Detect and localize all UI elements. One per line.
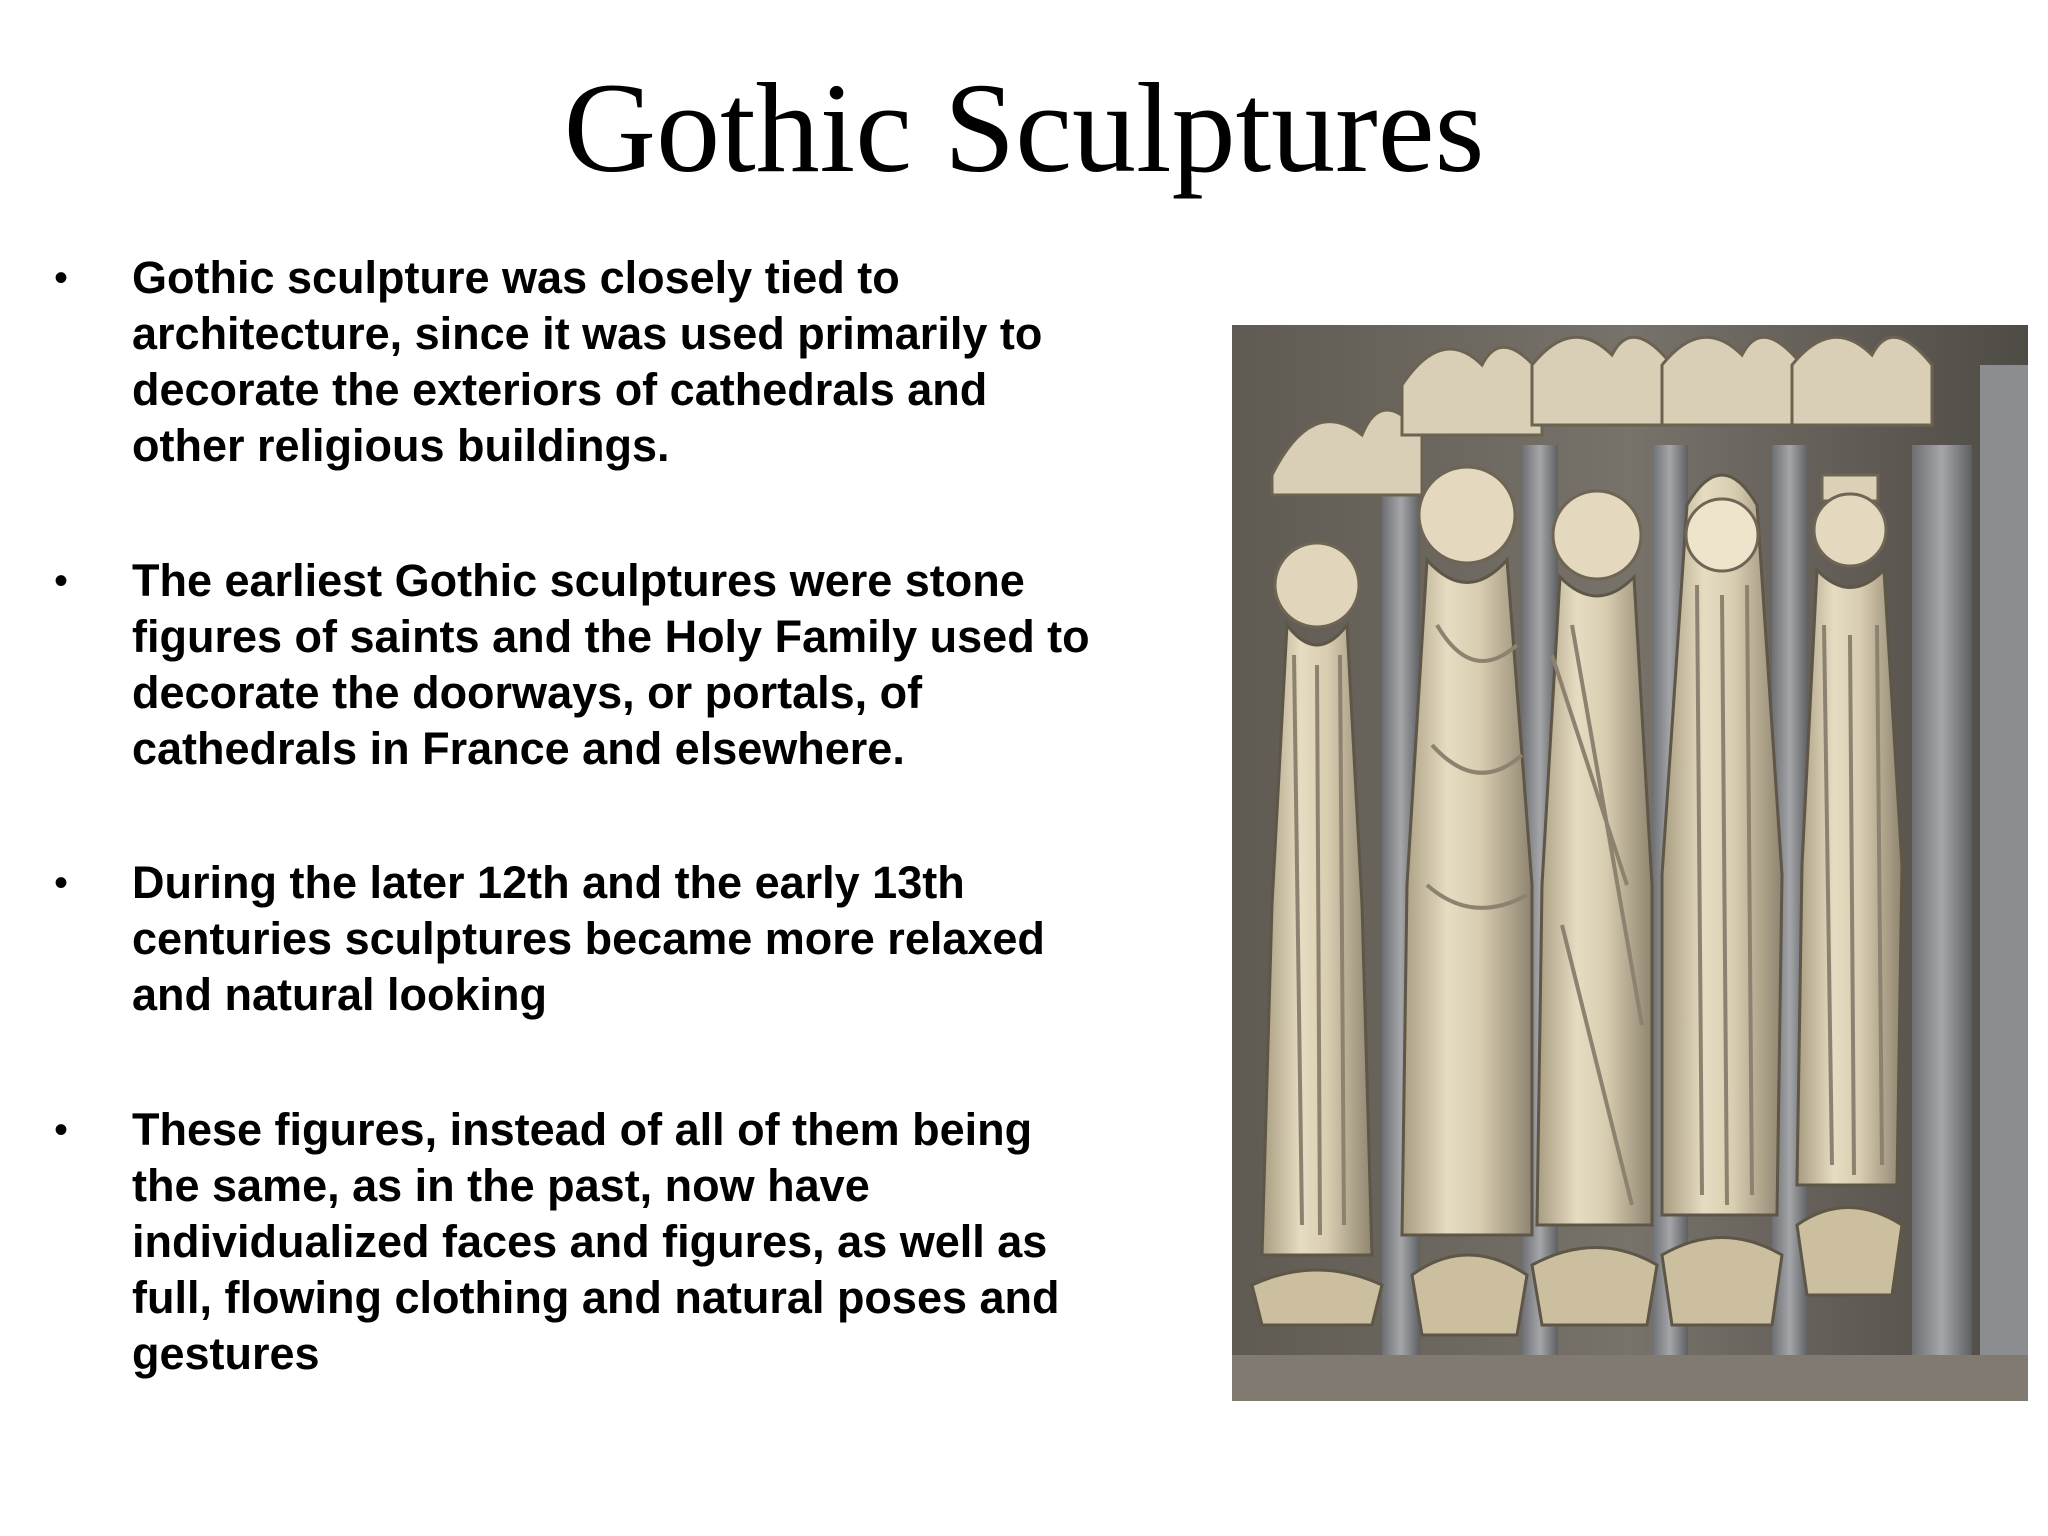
bullet-text: These figures, instead of all of them being the same, as in the past, now have individualized faces and figures, as well as full, flowing clothing and natural poses and gestures	[132, 1104, 1060, 1379]
slide-title: Gothic Sculptures	[563, 57, 1485, 199]
bullet-text: During the later 12th and the early 13th centuries sculptures became more relaxed and natural looking	[132, 857, 1045, 1020]
bullet-item	[52, 1102, 1060, 1382]
bullet-marker: •	[54, 861, 69, 905]
bullet-item	[52, 855, 1045, 1023]
bullet-item	[52, 553, 1090, 777]
bullet-marker: •	[54, 256, 69, 300]
bullet-text: The earliest Gothic sculptures were stone figures of saints and the Holy Family used to decorate the doorways, or portals, of cathedrals in France and elsewhere.	[132, 555, 1090, 774]
sculpture-photo	[1232, 325, 2028, 1401]
bullet-marker: •	[54, 1108, 69, 1152]
bullet-text: Gothic sculpture was closely tied to architecture, since it was used primarily to decorate the exteriors of cathedrals and other religious buildings.	[132, 252, 1043, 471]
bullet-item	[52, 250, 1042, 474]
bullet-marker: •	[54, 559, 69, 603]
